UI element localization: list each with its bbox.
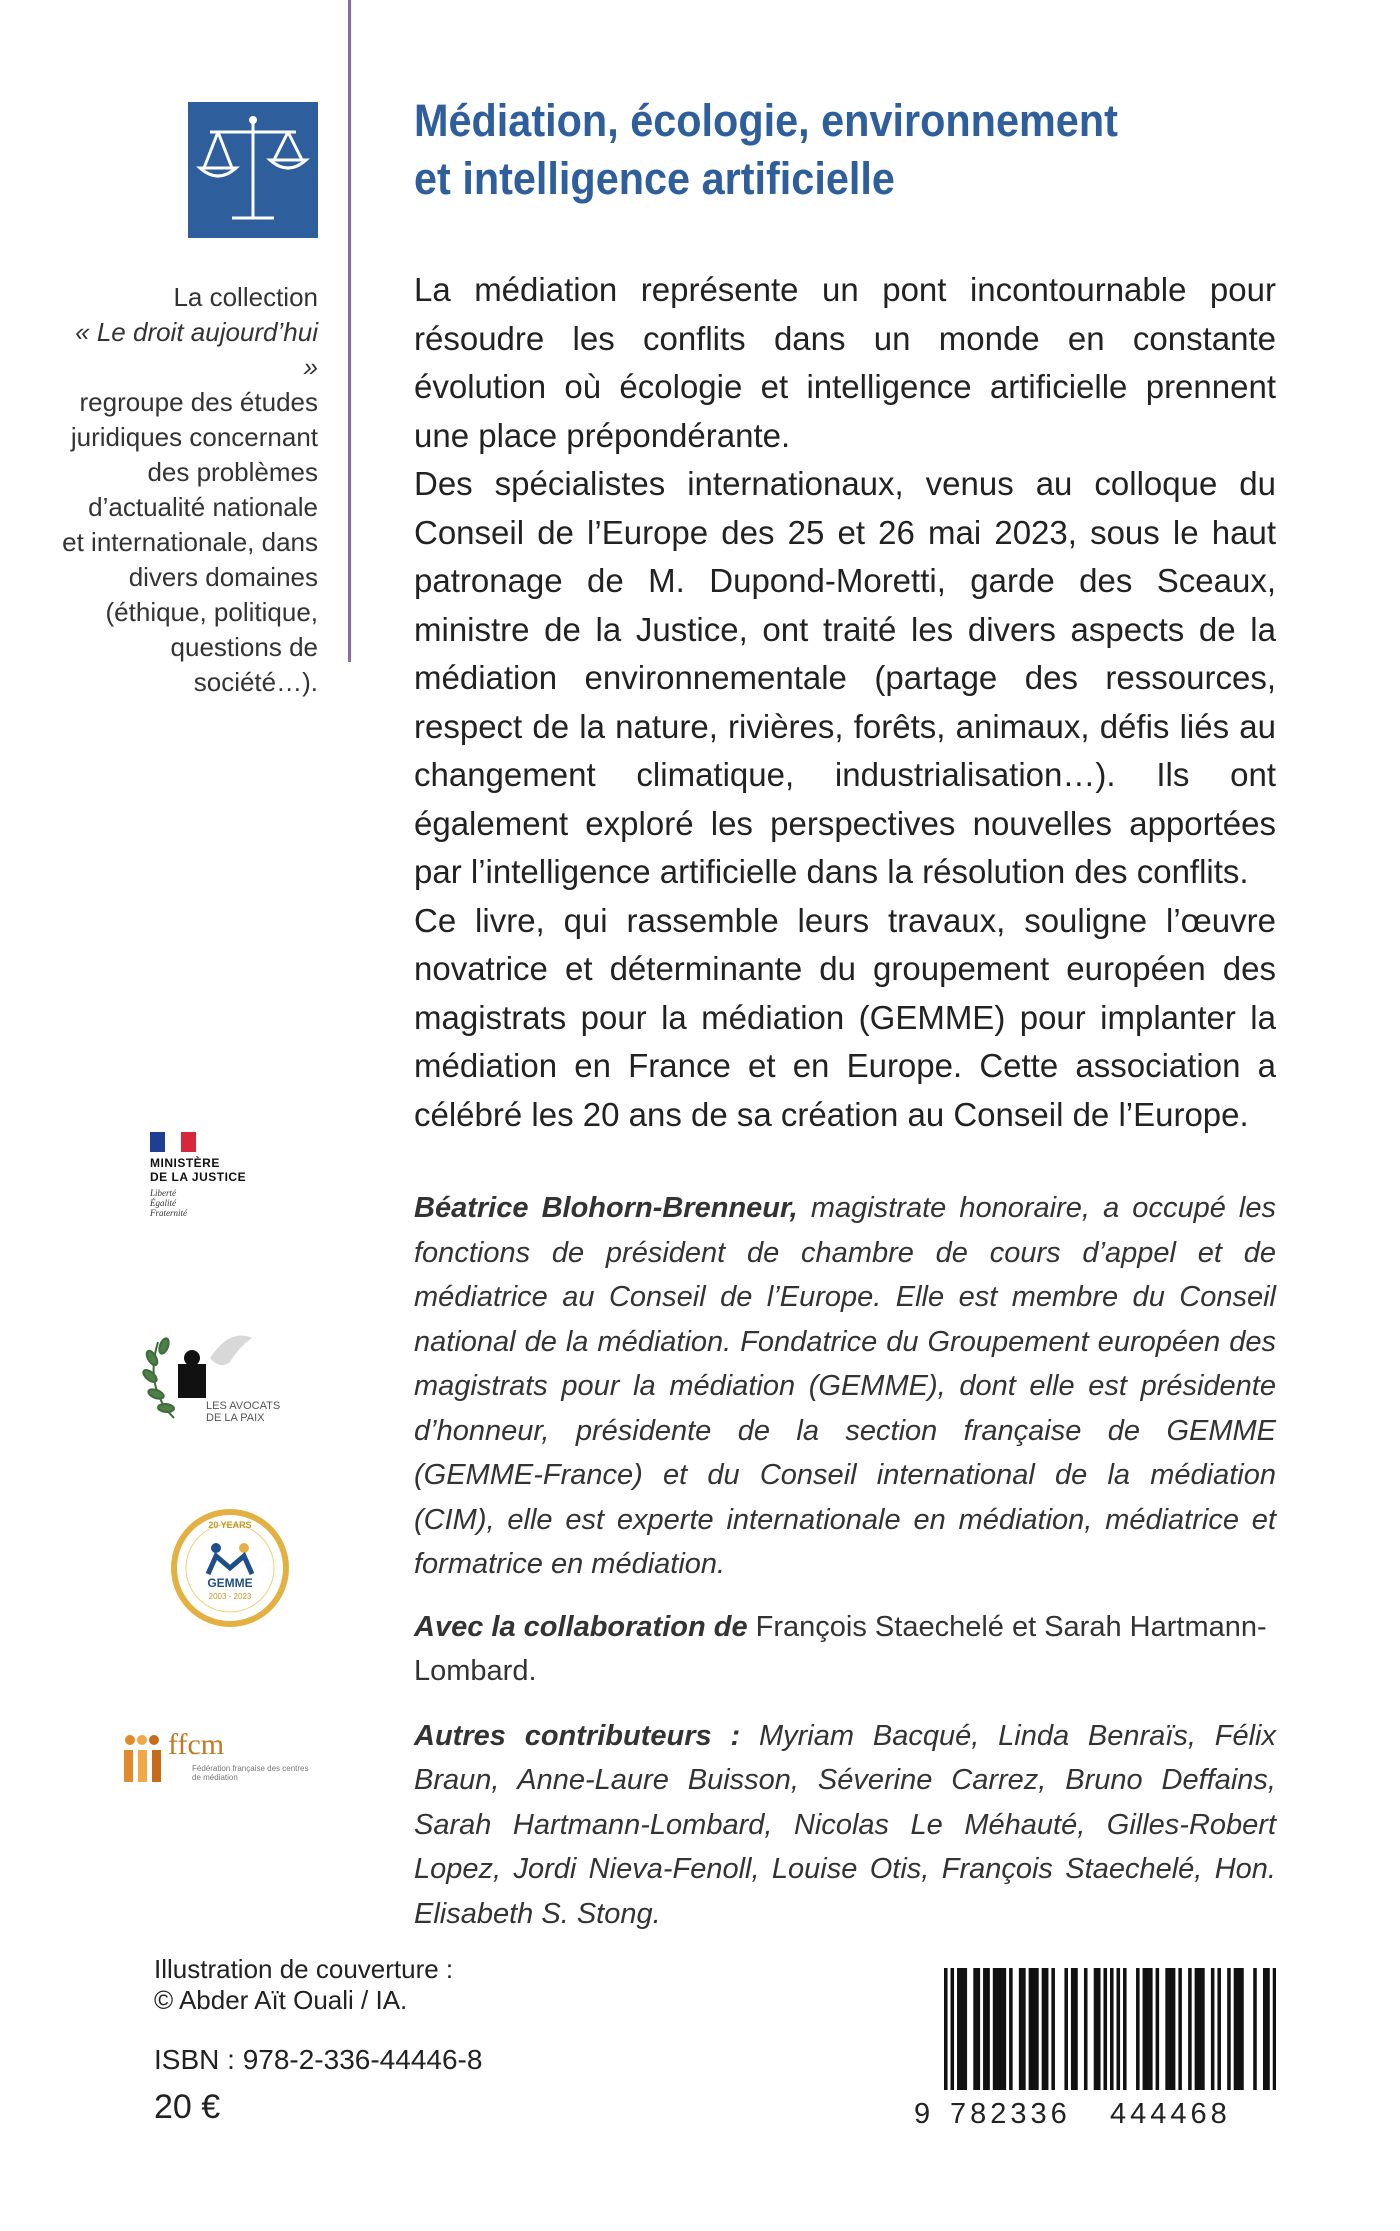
barcode-bar — [977, 1968, 981, 2090]
barcode-bar — [1169, 1968, 1173, 2090]
barcode-bar — [1019, 1968, 1023, 2090]
gemme-name: GEMME — [207, 1576, 253, 1590]
barcode-bar — [1097, 1968, 1101, 2090]
barcode-bar — [1110, 1968, 1114, 2090]
contrib-label: Autres contributeurs : — [414, 1719, 741, 1752]
barcode-bar — [1117, 1968, 1121, 2090]
barcode-bar — [1029, 1968, 1033, 2090]
barcode-bar — [1035, 1968, 1039, 2090]
barcode-bar — [1123, 1968, 1127, 2090]
avocats-name — [206, 1400, 280, 1424]
barcode-bar — [1234, 1968, 1238, 2090]
barcode-bar — [1051, 1968, 1055, 2090]
avocats-de-la-paix-logo — [134, 1318, 284, 1428]
barcode-bar — [1227, 1968, 1231, 2090]
barcode-bar — [944, 1968, 948, 2090]
barcode-bar — [1273, 1968, 1276, 2090]
summary-paragraph: Ce livre, qui rassemble leurs travaux, souligne l’œuvre novatrice et déterminante du groupement européen des magistrats pour la médiation (GEMME) pour implanter la médiation en France et en Europe. Cette association a célébré les 20 ans de sa création au Conseil de l’Europe. — [414, 901, 1276, 1133]
barcode-bar — [983, 1968, 987, 2090]
summary-paragraph: Des spécialistes internationaux, venus au colloque du Conseil de l’Europe des 25 et 26 mai 2023, sous le haut patronage de M. Dupond-Moretti, garde des Sceaux, ministre de la Justice, ont traité les divers aspects de la médiation environnementale (partage des ressources, respect de la nature, rivières, forêts, animaux, défis liés au changement climatique, industrialisation…). Ils ont également exploré les perspectives nouvelles apportées par l’intelligence artificielle dans la résolution des conflits. — [414, 465, 1276, 890]
barcode-bar — [1165, 1968, 1169, 2090]
ministere-justice-logo — [150, 1132, 270, 1222]
price: 20 € — [154, 2088, 221, 2126]
author-text: magistrate honoraire, a occupé les fonctions de président de chambre de cours d’appel et de médiatrice au Conseil de l’Europe. Elle est membre du Conseil national de la médiation. Fondatrice du Groupement européen des magistrats pour la médiation (GEMME), dont elle est présidente d’honneur, présidente de la section française de GEMME (GEMME-France) et du Conseil international de la médiation (CIM), elle est experte internationale en médiation, médiatrice et formatrice en médiation. — [414, 1192, 1277, 1580]
barcode-bar — [993, 1968, 997, 2090]
contrib-names: Myriam Bacqué, Linda Benraïs, Félix Braun, Anne-Laure Buisson, Séverine Carrez, Bruno Deffains, Sarah Hartmann-Lombard, Nicolas Le Méhauté, Gilles-Robert Lopez, Jordi Nieva-Fenoll, Louise Otis, François Staechelé, Hon. Elisabeth S. Stong. — [414, 1719, 1276, 1930]
barcode-bar — [1143, 1968, 1147, 2090]
barcode-bar — [957, 1968, 961, 2090]
barcode-bar — [1064, 1968, 1068, 2090]
ministere-name-line: DE LA JUSTICE — [150, 1170, 247, 1184]
barcode-bar — [1156, 1968, 1160, 2090]
barcode-bar — [1263, 1968, 1267, 2090]
collection-name: « Le droit aujourd’hui » — [75, 317, 318, 382]
barcode-bar — [1149, 1968, 1153, 2090]
barcode-bar — [1071, 1968, 1075, 2090]
motto-line: Liberté — [150, 1188, 176, 1198]
barcode-bar — [1240, 1968, 1244, 2090]
barcode-bar — [1009, 1968, 1013, 2090]
credit-author: © Abder Aït Ouali / IA. — [154, 1985, 408, 2015]
gemme-years: 2003 - 2023 — [208, 1592, 252, 1601]
summary — [414, 266, 1276, 1139]
collaboration — [414, 1605, 1276, 1694]
collab-label: Avec la collaboration de — [414, 1610, 748, 1643]
title-line-2: et intelligence artificielle — [414, 153, 895, 204]
barcode-bar — [1032, 1968, 1036, 2090]
barcode — [944, 1968, 1276, 2090]
ffcm-subtitle: Fédération française des centres de médiation — [192, 1764, 309, 1782]
summary-paragraph: La médiation représente un pont incontournable pour résoudre les conflits dans un monde en constante évolution où écologie et intelligence artificielle prennent une place prépondérante. — [414, 271, 1276, 454]
motto-line: Égalité — [150, 1198, 176, 1208]
barcode-bar — [1198, 1968, 1202, 2090]
author-bio — [414, 1186, 1276, 1946]
ffcm-logo — [120, 1728, 310, 1788]
barcode-bar — [1266, 1968, 1270, 2090]
cover-credit — [154, 1954, 453, 2016]
sidebar-divider — [348, 0, 351, 662]
barcode-bar — [960, 1968, 964, 2090]
barcode-bar — [1094, 1968, 1098, 2090]
ffcm-mark-icon — [120, 1732, 166, 1784]
barcode-bar — [1172, 1968, 1176, 2090]
barcode-group-2: 444468 — [1110, 2098, 1231, 2130]
collab-names: François Staechelé et Sarah Hartmann-Lombard. — [414, 1610, 1267, 1687]
barcode-bar — [964, 1968, 968, 2090]
contributors — [414, 1714, 1276, 1937]
marianne-flag-icon — [150, 1132, 196, 1152]
title-line-1: Médiation, écologie, environnement — [414, 95, 1118, 146]
barcode-bar — [1103, 1968, 1107, 2090]
barcode-bar — [1022, 1968, 1026, 2090]
barcode-digit-first: 9 — [914, 2098, 931, 2130]
avocats-name-line: LES AVOCATS — [206, 1400, 281, 1412]
ministere-motto — [150, 1188, 187, 1218]
ffcm-name: ffcm — [168, 1728, 225, 1761]
avocats-name-line: DE LA PAIX — [206, 1412, 265, 1424]
barcode-bar — [973, 1968, 977, 2090]
barcode-group-1: 782336 — [950, 2098, 1071, 2130]
barcode-bar — [1136, 1968, 1140, 2090]
gemme-20-years-logo — [170, 1508, 290, 1628]
motto-line: Fraternité — [150, 1208, 187, 1218]
ministere-name-line: MINISTÈRE — [150, 1156, 220, 1170]
barcode-digits — [914, 2098, 1231, 2130]
barcode-bar — [996, 1968, 1000, 2090]
barcode-bar — [986, 1968, 990, 2090]
barcode-bar — [1074, 1968, 1078, 2090]
barcode-bar — [1217, 1968, 1221, 2090]
barcode-bar — [999, 1968, 1003, 2090]
collection-label: La collection — [173, 282, 318, 312]
scales-of-justice-icon — [188, 102, 318, 238]
barcode-bar — [1045, 1968, 1049, 2090]
barcode-bar — [1188, 1968, 1192, 2090]
ministere-name — [150, 1156, 246, 1184]
barcode-bar — [1042, 1968, 1046, 2090]
barcode-bar — [1253, 1968, 1257, 2090]
book-title — [414, 92, 1242, 208]
author-name: Béatrice Blohorn-Brenneur, — [414, 1192, 798, 1224]
barcode-bar — [1211, 1968, 1215, 2090]
isbn: ISBN : 978-2-336-44446-8 — [154, 2044, 483, 2075]
author-paragraph — [414, 1186, 1276, 1587]
gemme-arc-text: 20 YEARS — [208, 1520, 252, 1530]
barcode-bar — [1003, 1968, 1007, 2090]
barcode-bar — [1201, 1968, 1205, 2090]
collection-description — [60, 280, 318, 700]
barcode-bar — [951, 1968, 955, 2090]
credit-label: Illustration de couverture : — [154, 1954, 454, 1984]
barcode-bar — [1195, 1968, 1199, 2090]
barcode-bar — [1237, 1968, 1241, 2090]
barcode-bar — [1084, 1968, 1088, 2090]
collection-text: regroupe des études juridiques concernant des problèmes d’actualité nationale et internationale, dans divers domaines (éthique, politique, questions de société…). — [62, 387, 318, 697]
barcode-bar — [1178, 1968, 1182, 2090]
barcode-bar — [1146, 1968, 1150, 2090]
